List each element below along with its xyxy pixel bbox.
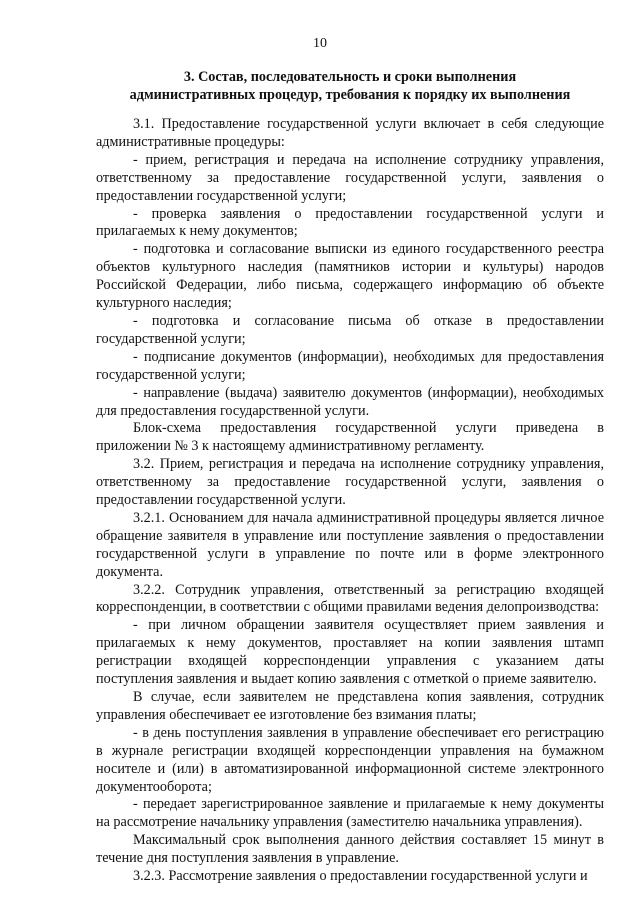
paragraph-procedure-reception: - прием, регистрация и передача на исполнение сотруднику управления, ответственному за предоставление государственной услуги, заявления о предоставлении государственной услуги; xyxy=(96,151,604,204)
paragraph-3-2: 3.2. Прием, регистрация и передача на исполнение сотруднику управления, ответственному за предоставление государственной услуги, заявления о предоставлении государственной услуги. xyxy=(96,456,604,509)
paragraph-procedure-signing: - подписание документов (информации), необходимых для предоставления государственной услуги; xyxy=(96,348,604,383)
section-heading xyxy=(90,68,610,104)
paragraph-copy-case: В случае, если заявителем не представлена копия заявления, сотрудник управления обеспечивает ее изготовление без взимания платы; xyxy=(96,689,604,723)
paragraph-max-term: Максимальный срок выполнения данного действия составляет 15 минут в течение дня поступления заявления в управление. xyxy=(96,832,604,867)
paragraph-3-2-3: 3.2.3. Рассмотрение заявления о предоставлении государственной услуги и xyxy=(133,868,588,885)
paragraph-flowchart: Блок-схема предоставления государственной услуги приведена в приложении № 3 к настоящему административному регламенту. xyxy=(96,420,604,455)
section-heading-line-1: 3. Состав, последовательность и сроки выполнения xyxy=(183,69,517,85)
paragraph-3-2-2: 3.2.2. Сотрудник управления, ответственный за регистрацию входящей корреспонденции, в соответствии с общими правилами ведения делопроизводства: xyxy=(96,581,604,616)
paragraph-procedure-check: - проверка заявления о предоставлении государственной услуги и прилагаемых к нему документов; xyxy=(96,205,604,240)
paragraph-3-1: 3.1. Предоставление государственной услуги включает в себя следующие административные процедуры: xyxy=(96,116,604,150)
paragraph-procedure-refusal: - подготовка и согласование письма об отказе в предоставлении государственной услуги; xyxy=(96,312,604,347)
paragraph-3-2-1: 3.2.1. Основанием для начала административной процедуры является личное обращение заявителя в управление или поступление заявления о предоставлении государственной услуги в управление по почте или в форме электронного документа. xyxy=(96,509,604,580)
paragraph-personal-appeal: - при личном обращении заявителя осуществляет прием заявления и прилагаемых к нему документов, проставляет на копии заявления штамп регистрации входящей корреспонденции управления с указанием даты поступления заявления и выдает копию заявления с отметкой о приеме заявителю. xyxy=(96,617,604,688)
paragraph-procedure-extract: - подготовка и согласование выписки из единого государственного реестра объектов культурного наследия (памятников истории и культуры) народов Российской Федерации, либо письма, содержащего информацию об объекте культурного наследия; xyxy=(96,241,604,312)
page-number: 10 xyxy=(313,36,327,51)
document-body xyxy=(96,116,604,886)
paragraph-procedure-delivery: - направление (выдача) заявителю документов (информации), необходимых для предоставления государственной услуги. xyxy=(96,384,604,419)
paragraph-registration-day: - в день поступления заявления в управление обеспечивает его регистрацию в журнале регистрации входящей корреспонденции управления на бумажном носителе и (или) в автоматизированной информационной системе электронного документооборота; xyxy=(96,724,604,795)
section-heading-line-2: административных процедур, требования к порядку их выполнения xyxy=(129,87,571,103)
paragraph-transfer: - передает зарегистрированное заявление и прилагаемые к нему документы на рассмотрение начальнику управления (заместителю начальника управления). xyxy=(96,796,604,831)
